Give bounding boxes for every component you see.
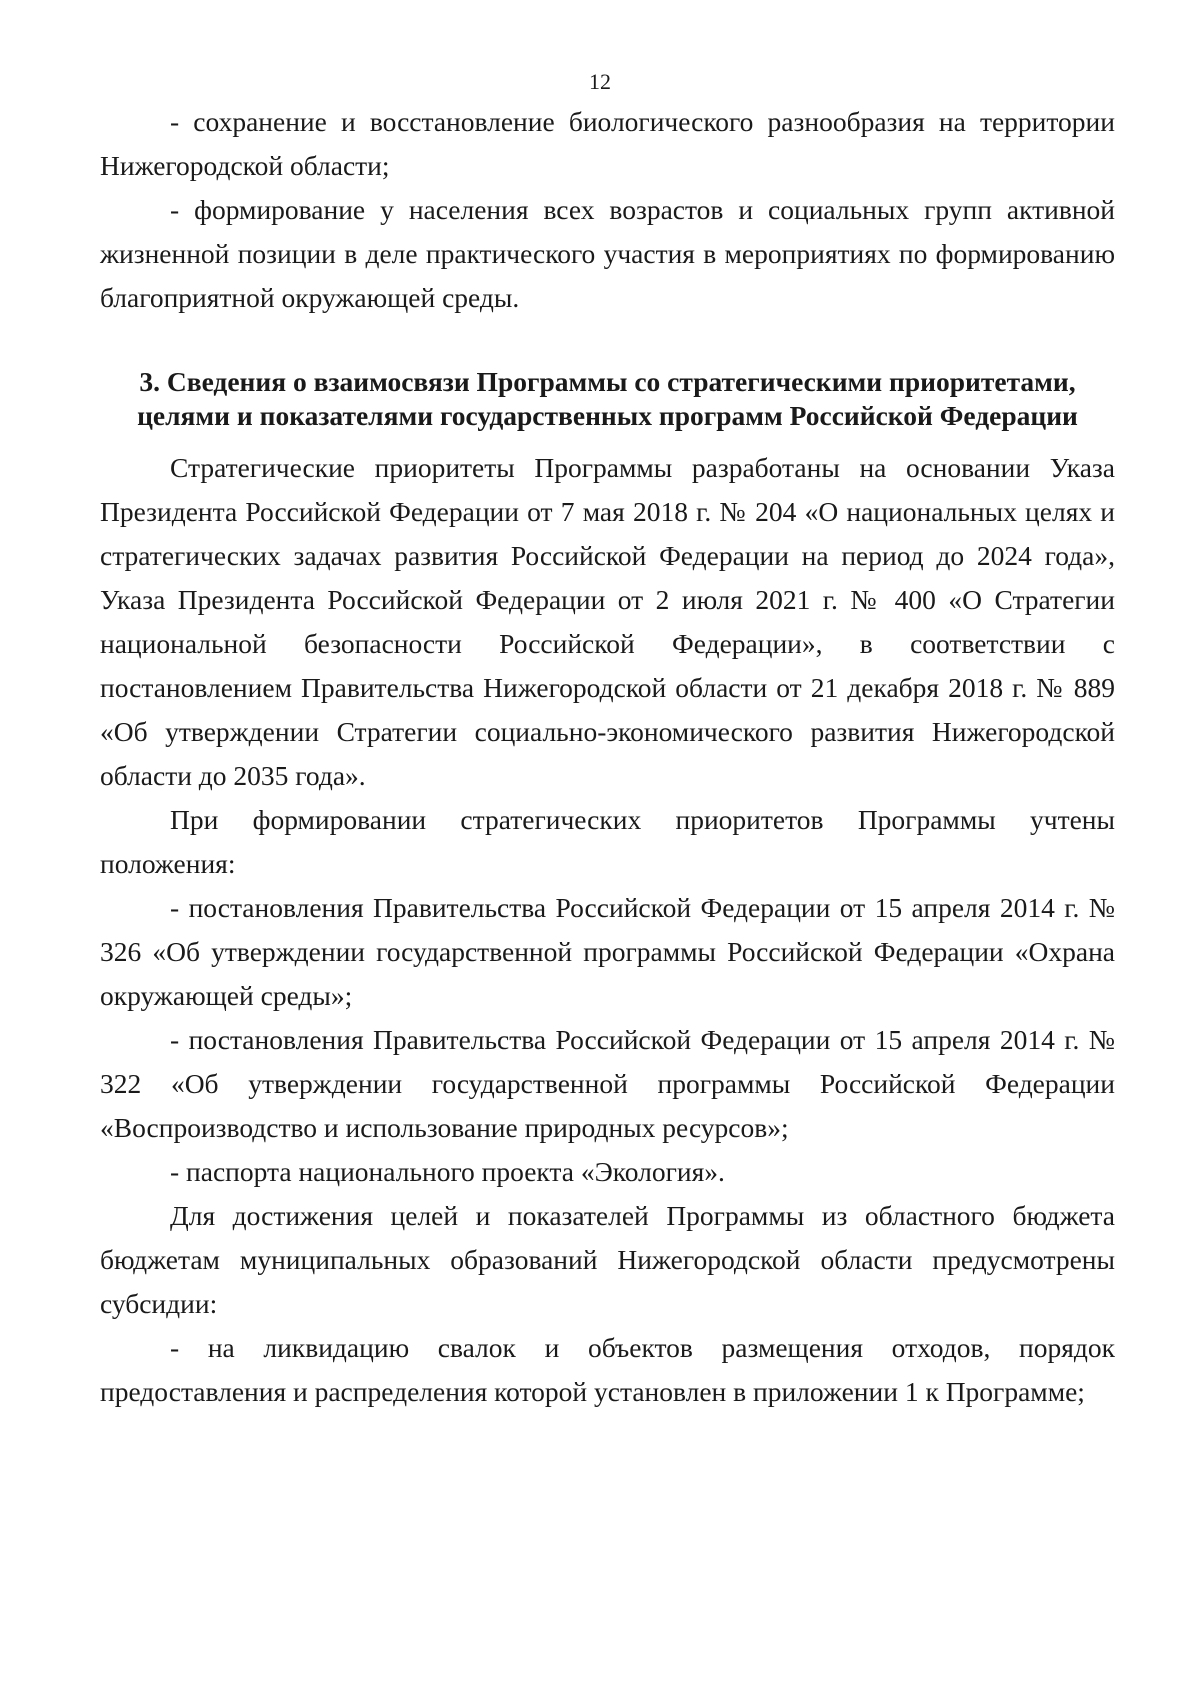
list-item-civic-position: - формирование у населения всех возрастов и социальных групп активной жизненной позиции в деле практического участия в мероприятиях по формированию благоприятной окружающей среды. <box>100 194 1115 313</box>
section-heading-line-1: 3. Сведения о взаимосвязи Программы со стратегическими приоритетами, <box>139 366 1076 397</box>
list-item-biodiversity: - сохранение и восстановление биологического разнообразия на территории Нижегородской области; <box>100 106 1115 181</box>
paragraph-provisions-intro: При формировании стратегических приоритетов Программы учтены положения: <box>100 804 1115 879</box>
section-heading-line-2: целями и показателями государственных программ Российской Федерации <box>137 400 1078 431</box>
intro-list <box>100 100 1115 320</box>
paragraph-subsidies-intro: Для достижения целей и показателей Программы из областного бюджета бюджетам муниципальных образований Нижегородской области предусмотрены субсидии: <box>100 1200 1115 1319</box>
section-heading <box>100 365 1115 433</box>
paragraph-strategic-priorities: Стратегические приоритеты Программы разработаны на основании Указа Президента Российской Федерации от 7 мая 2018 г. № 204 «О национальных целях и стратегических задачах развития Российской Федерации на период до 2024 года», Указа Президента Российской Федерации от 2 июля 2021 г. № 400 «О Стратегии национальной безопасности Российской Федерации», в соответствии с постановлением Правительства Нижегородской области от 21 декабря 2018 г. № 889 «Об утверждении Стратегии социально-экономического развития Нижегородской области до 2035 года». <box>100 452 1115 791</box>
list-item-decree-326: - постановления Правительства Российской Федерации от 15 апреля 2014 г. № 326 «Об утверждении государственной программы Российской Федерации «Охрана окружающей среды»; <box>100 892 1115 1011</box>
page-number: 12 <box>589 69 611 94</box>
section-body <box>100 446 1115 1414</box>
list-item-ecology-project: - паспорта национального проекта «Экология». <box>170 1156 725 1187</box>
list-item-landfill-subsidy: - на ликвидацию свалок и объектов размещения отходов, порядок предоставления и распределения которой установлен в приложении 1 к Программе; <box>100 1332 1115 1407</box>
list-item-decree-322: - постановления Правительства Российской Федерации от 15 апреля 2014 г. № 322 «Об утверждении государственной программы Российской Федерации «Воспроизводство и использование природных ресурсов»; <box>100 1024 1115 1143</box>
